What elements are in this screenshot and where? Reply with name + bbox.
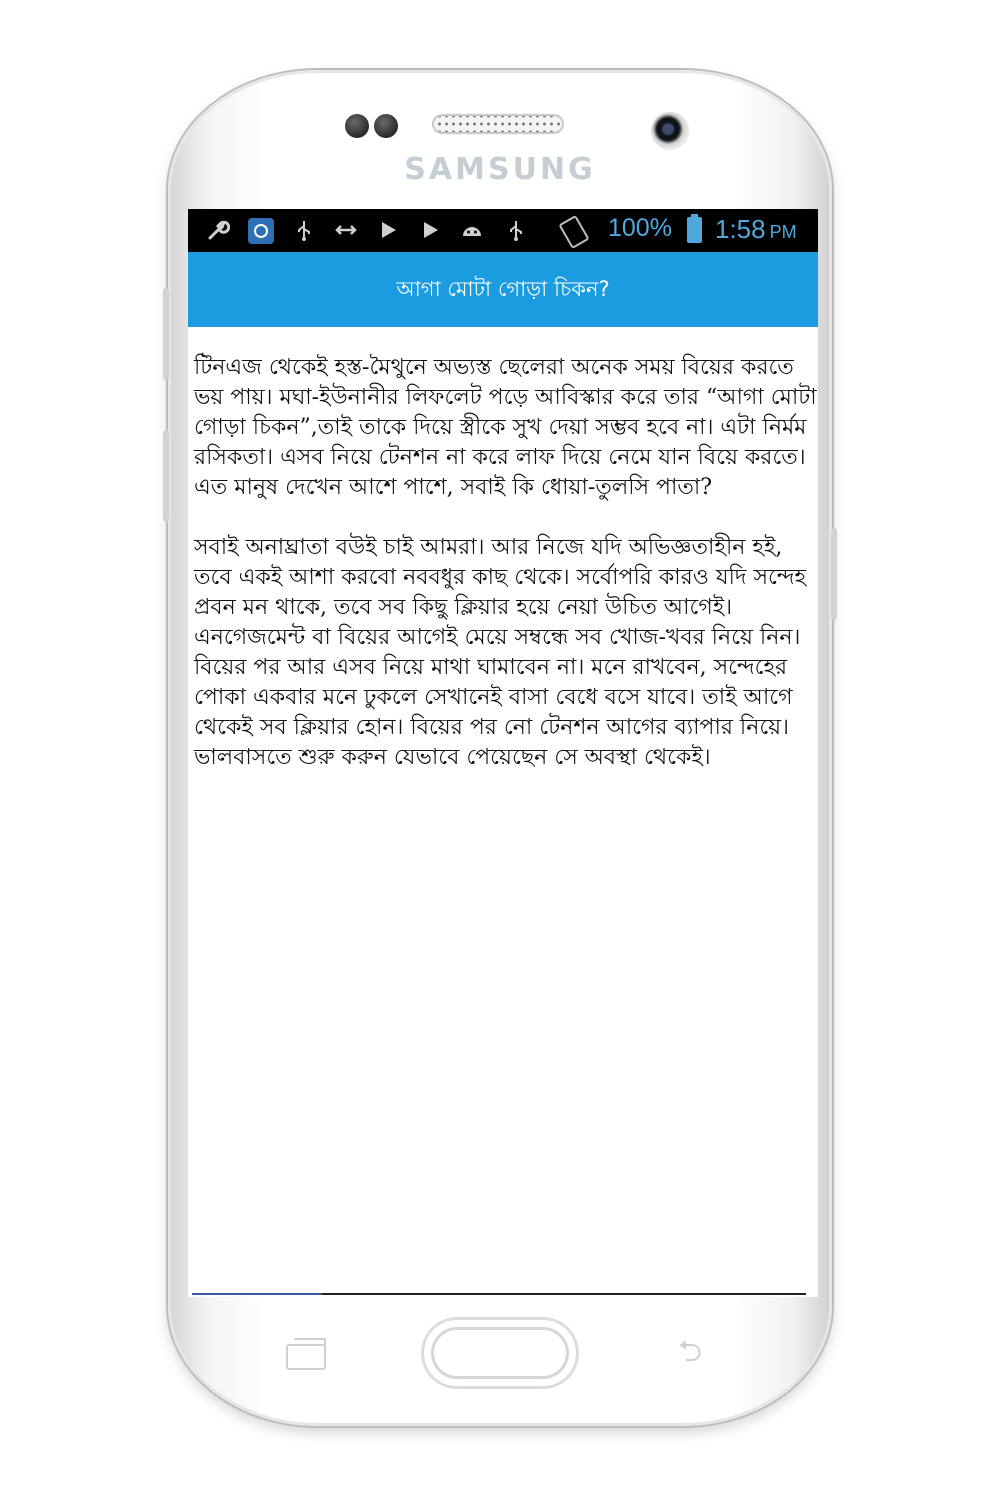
app-bar	[188, 252, 818, 327]
battery-percent: 100%	[608, 214, 672, 242]
home-button[interactable]	[424, 1320, 576, 1386]
article-content	[194, 353, 818, 803]
play-store-icon	[418, 218, 442, 242]
status-bar	[188, 209, 818, 252]
wrench-icon	[206, 218, 230, 242]
back-icon[interactable]: ⮌	[677, 1334, 703, 1369]
power-key	[831, 528, 837, 620]
screen	[188, 209, 818, 1297]
clock-time: 1:58	[715, 214, 766, 244]
volume-down-key	[163, 430, 169, 522]
rotation-lock-icon	[558, 215, 589, 249]
page-title: আগা মোটা গোড়া চিকন?	[396, 277, 610, 301]
recent-apps-icon[interactable]	[286, 1344, 326, 1370]
article-paragraph: টিনএজ থেকেই হস্ত-মৈথুনে অভ্যস্ত ছেলেরা অনেক সময় বিয়ের করতে ভয় পায়। মঘা-ইউনানীর লিফলেট পড়ে আবিস্কার করে তার “আগা মোটা গোড়া চিকন”,তাই তাকে দিয়ে স্ত্রীকে সুখ দেয়া সম্ভব হবে না। এটা নির্মম রসিকতা। এসব নিয়ে টেনশন না করে লাফ দিয়ে নেমে যান বিয়ে করতে। এত মানুষ দেখেন আশে পাশে, সবাই কি ধোয়া-তুলসি পাতা?	[194, 355, 817, 500]
clock	[715, 214, 797, 245]
battery-icon	[687, 217, 702, 243]
data-transfer-icon	[334, 218, 358, 242]
article-paragraph: সবাই অনাঘ্রাতা বউই চাই আমরা। আর নিজে যদি অভিজ্ঞতাহীন হই, তবে একই আশা করবো নববধুর কাছ থেকে। সর্বোপরি কারও যদি সন্দেহ প্রবন মন থাকে, তবে সব কিছু ক্লিয়ার হয়ে নেয়া উচিত আগেই। এনগেজমেন্ট বা বিয়ের আগেই মেয়ে সম্বন্ধে সব খোজ-খবর নিয়ে নিন। বিয়ের পর আর এসব নিয়ে মাথা ঘামাবেন না। মনে রাখবেন, সন্দেহের পোকা একবার মনে ঢুকলে সেখানেই বাসা বেধে বসে যাবে। তাই আগে থেকেই সব ক্লিয়ার হোন। বিয়ের পর নো টেনশন আগের ব্যাপার নিয়ে। ভালবাসতে শুরু করুন যেভাবে পেয়েছেন সে অবস্থা থেকেই।	[194, 535, 807, 770]
clock-ampm: PM	[769, 222, 797, 242]
volume-up-key	[163, 288, 169, 380]
android-icon	[460, 218, 484, 242]
sensor-icon	[374, 114, 398, 138]
nav-divider	[192, 1293, 806, 1295]
sync-icon	[248, 218, 274, 244]
earpiece-speaker	[432, 114, 564, 134]
usb-icon	[292, 218, 316, 242]
front-camera-icon	[651, 112, 689, 150]
play-store-icon	[376, 218, 400, 242]
brand-logo: SAMSUNG	[404, 152, 596, 187]
usb-icon	[504, 218, 528, 242]
sensor-icon	[345, 114, 369, 138]
